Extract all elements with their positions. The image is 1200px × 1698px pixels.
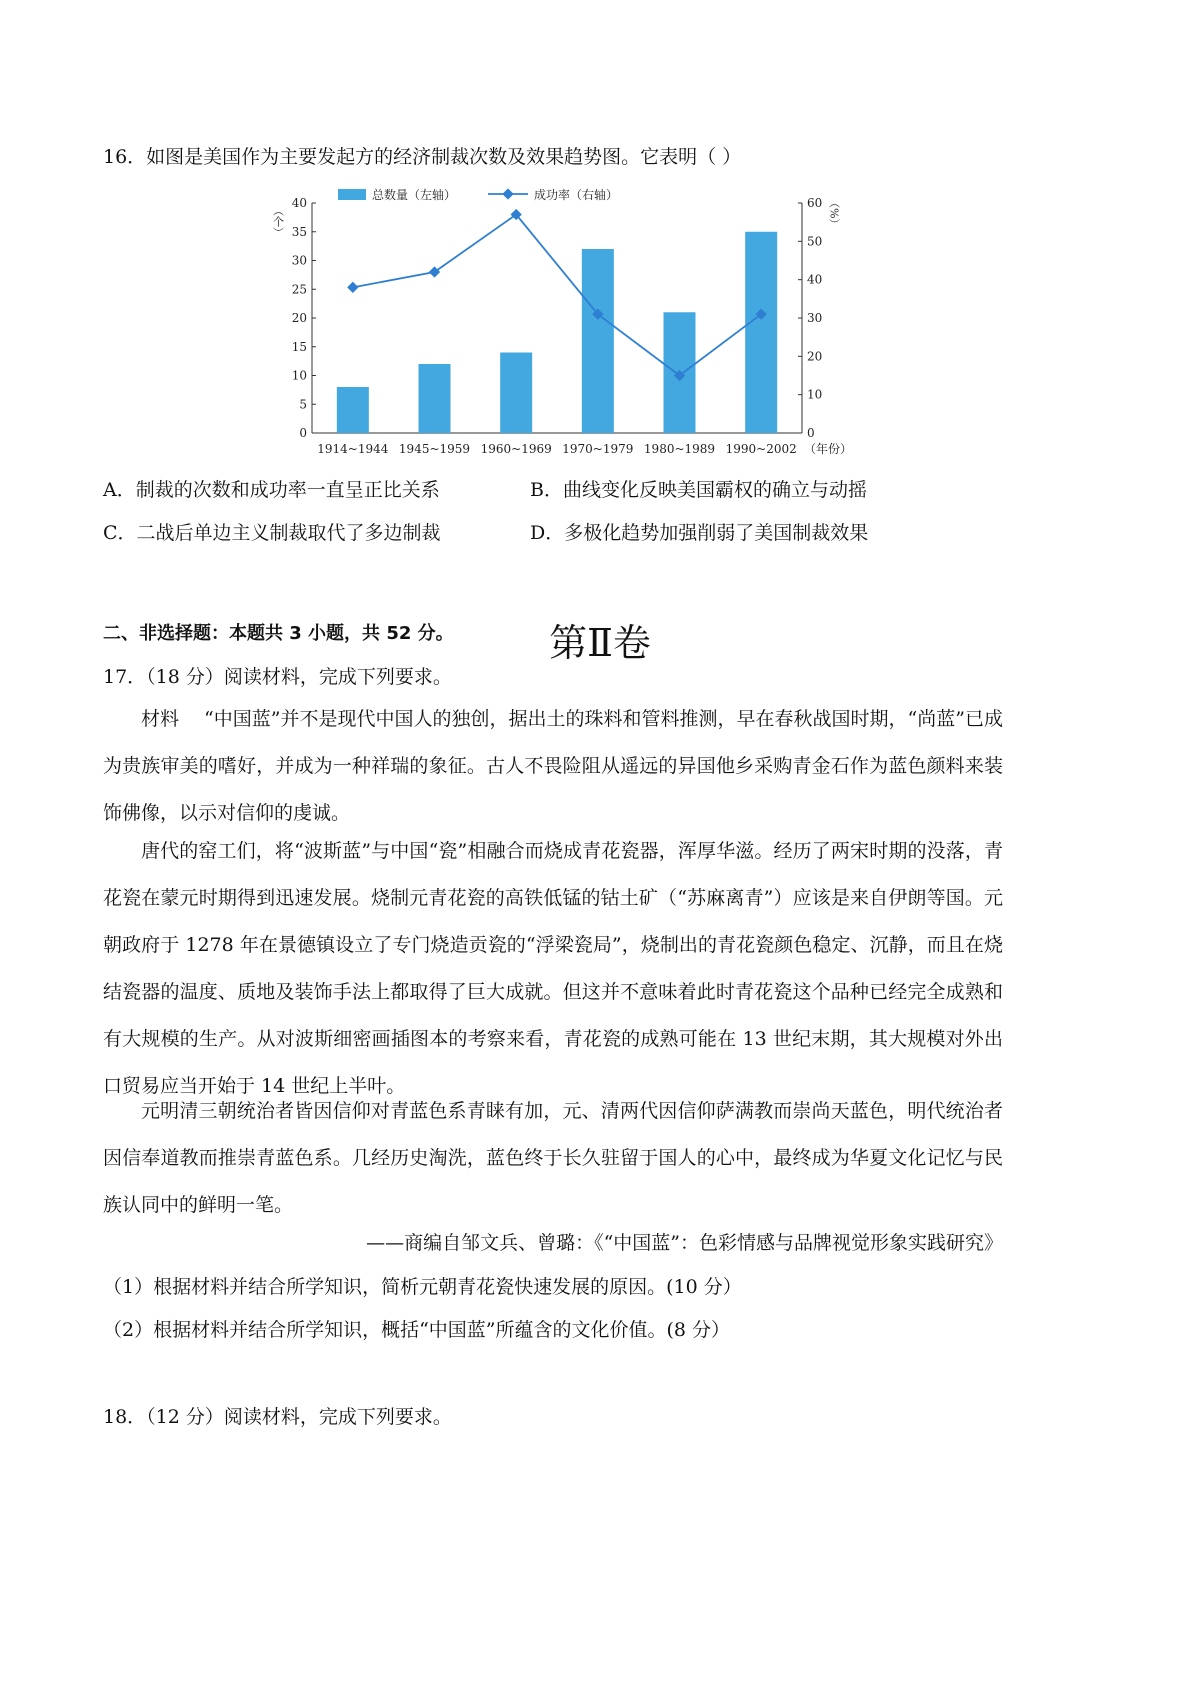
left-tick-label: 20 (291, 311, 307, 325)
x-axis-unit: （年份） (804, 442, 853, 456)
section-heading: 二、非选择题：本题共 3 小题，共 52 分。 (103, 623, 454, 644)
right-tick-label: 0 (807, 426, 815, 440)
q17-paragraph-2: 唐代的窑工们，将“波斯蓝”与中国“瓷”相融合而烧成青花瓷器，浑厚华滋。经历了两宋时期的没落，青花瓷在蒙元时期得到迅速发展。烧制元青花瓷的高铁低锰的钴土矿（“苏麻离青”）应该是来自伊朗等国。元朝政府于 1278 年在景德镇设立了专门烧造贡瓷的“浮梁瓷局”，烧制出的青花瓷颜色稳定、沉静，而且在烧结瓷器的温度、质地及装饰手法上都取得了巨大成就。但这并不意味着此时青花瓷这个品种已经完全成熟和有大规模的生产。从对波斯细密画插图本的考察来看，青花瓷的成熟可能在 13 世纪末期，其大规模对外出口贸易应当开始于 14 世纪上半叶。 (103, 840, 1003, 1097)
left-tick-label: 5 (299, 397, 307, 412)
q16-option-c[interactable]: C．二战后单边主义制裁取代了多边制裁 (103, 522, 441, 544)
left-axis-unit: （个） (271, 205, 285, 238)
bar (419, 364, 451, 433)
q18-stem: 18．（12 分）阅读材料，完成下列要求。 (103, 1406, 452, 1428)
section-title: 第Ⅱ卷 (549, 621, 651, 665)
q16-stem: 16．如图是美国作为主要发起方的经济制裁次数及效果趋势图。它表明（ ） (103, 146, 742, 168)
left-tick-label: 40 (291, 196, 307, 210)
right-axis-unit: （%） (827, 197, 841, 230)
q17-sub-question-1: （1）根据材料并结合所学知识，简析元朝青花瓷快速发展的原因。(10 分） (103, 1276, 742, 1298)
x-tick-label: 1980~1989 (643, 442, 716, 456)
right-tick-label: 20 (807, 349, 823, 364)
legend-bar-label: 总数量（左轴） (372, 188, 457, 202)
q16-option-a[interactable]: A．制裁的次数和成功率一直呈正比关系 (103, 479, 440, 501)
q17-paragraph-1: 材料 “中国蓝”并不是现代中国人的独创，据出土的珠料和管料推测，早在春秋战国时期，“尚蓝”已成为贵族审美的嗜好，并成为一种祥瑞的象征。古人不畏险阻从遥远的异国他乡采购青金石作为蓝色颜料来装饰佛像，以示对信仰的虔诚。 (103, 708, 1003, 824)
x-tick-label: 1960~1969 (480, 442, 552, 456)
bar (745, 232, 777, 433)
left-tick-label: 10 (291, 368, 307, 383)
legend-bar-swatch (338, 189, 366, 200)
chart-line-series (347, 209, 767, 381)
x-tick-label: 1990~2002 (725, 442, 797, 456)
line-point (347, 282, 358, 293)
x-tick-label: 1970~1979 (562, 442, 634, 456)
left-tick-label: 35 (291, 224, 307, 239)
right-tick-label: 30 (807, 311, 823, 325)
sanctions-chart (271, 188, 870, 465)
left-tick-label: 30 (291, 253, 307, 268)
bar (582, 249, 614, 433)
q16-option-b[interactable]: B．曲线变化反映美国霸权的确立与动摇 (530, 479, 867, 501)
bar (337, 387, 369, 433)
success-rate-line (353, 215, 761, 376)
chart-bars (337, 232, 777, 433)
x-tick-label: 1945~1959 (398, 442, 471, 456)
right-tick-label: 60 (807, 196, 823, 210)
legend-line-marker (502, 188, 513, 199)
q17-sub-question-2: （2）根据材料并结合所学知识，概括“中国蓝”所蕴含的文化价值。(8 分） (103, 1319, 731, 1341)
left-tick-label: 15 (291, 339, 307, 354)
q17-paragraph-3: 元明清三朝统治者皆因信仰对青蓝色系青睐有加，元、清两代因信仰萨满教而崇尚天蓝色，明代统治者因信奉道教而推崇青蓝色系。几经历史淘洗，蓝色终于长久驻留于国人的心中，最终成为华夏文化记忆与民族认同中的鲜明一笔。 (103, 1100, 1003, 1216)
right-tick-label: 50 (807, 234, 823, 249)
right-tick-label: 40 (807, 272, 823, 287)
q16-option-d[interactable]: D．多极化趋势加强削弱了美国制裁效果 (530, 522, 869, 544)
left-tick-label: 25 (291, 282, 307, 297)
legend-line-label: 成功率（右轴） (534, 188, 619, 202)
q17-source: ——商编自邹文兵、曾璐：《“中国蓝”：色彩情感与品牌视觉形象实践研究》 (366, 1232, 1003, 1254)
left-tick-label: 0 (299, 426, 307, 440)
right-tick-label: 10 (807, 387, 823, 402)
x-tick-label: 1914~1944 (317, 442, 389, 456)
chart-legend (338, 187, 618, 202)
line-point (429, 266, 440, 277)
bar (500, 353, 532, 434)
q17-stem: 17．（18 分）阅读材料，完成下列要求。 (103, 666, 452, 688)
